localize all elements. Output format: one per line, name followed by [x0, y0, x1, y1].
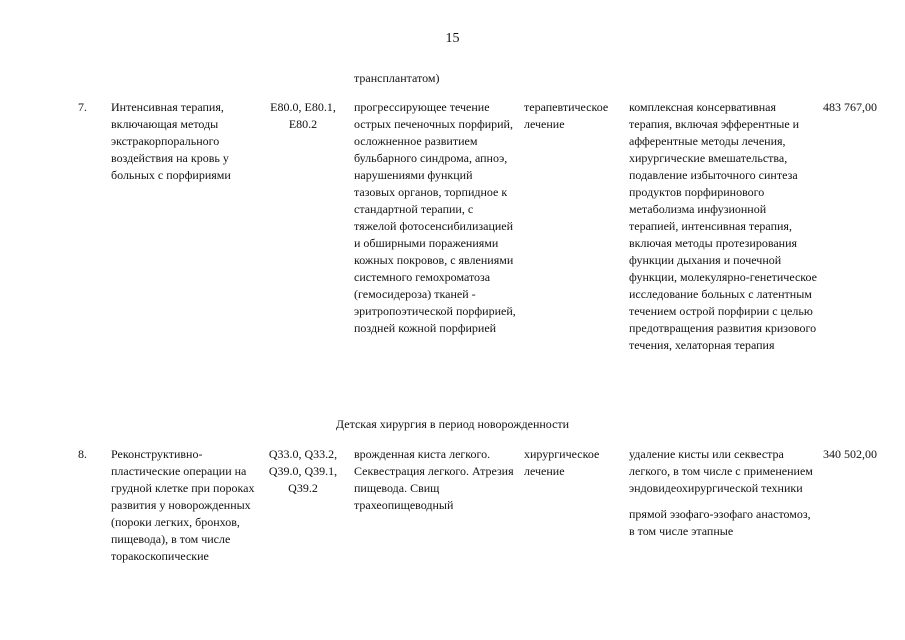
financial-norm: 340 502,00 [823, 447, 877, 461]
row-number: 8. [78, 447, 87, 461]
treatment-method [629, 99, 817, 354]
care-type-name: Интенсивная терапия, включающая методы экстракорпорального воздействия на кровь у больных с порфириями [111, 100, 231, 182]
treatment-type: терапевтическое лечение [524, 100, 609, 131]
patient-model: врожденная киста легкого. Секвестрация легкого. Атрезия пищевода. Свищ трахеопищеводный [354, 447, 514, 512]
icd-codes: Q33.0, Q33.2, Q39.0, Q39.1, Q39.2 [268, 447, 338, 495]
treatment-type: хирургическое лечение [524, 447, 600, 478]
patient-model: прогрессирующее течение острых печеночных порфирий, осложненное развитием бульбарного синдрома, апноэ, нарушениями функций тазовых органов, торпидное к стандартной терапии, с тяжелой фотосенсибилизацией и обширными поражениями кожных покровов, с явлениями системного гемохроматоза (гемосидероза) тканей - эритропоэтической порфирией, поздней кожной порфирией [354, 100, 516, 335]
financial-norm: 483 767,00 [823, 100, 877, 114]
treatment-method-text: удаление кисты или секвестра легкого, в том числе с применением эндовидеохирургической техники [629, 447, 813, 495]
continuation-text: трансплантатом) [354, 71, 440, 85]
icd-codes: E80.0, E80.1, E80.2 [270, 100, 336, 131]
row-number: 7. [78, 100, 87, 114]
treatment-method-text: комплексная консервативная терапия, включая эфферентные и афферентные методы лечения, хирургические вмешательства, подавление избыточного синтеза продуктов порфиринового метаболизма инфузионной терапией, интенсивная терапия, включая методы протезирования функции дыхания и почечной функции, молекулярно-генетическое исследование больных с латентным течением острой порфирии с целью предотвращения развития кризового течения, хелаторная терапия [629, 100, 817, 352]
section-heading: Детская хирургия в период новорожденности [335, 417, 570, 431]
care-type-name: Реконструктивно-пластические операции на грудной клетке при пороках развития у новорожденных (пороки легких, бронхов, пищевода), в том числе торакоскопические [111, 447, 255, 563]
treatment-method [629, 446, 817, 540]
page-number: 15 [445, 31, 460, 46]
treatment-method-text: прямой эзофаго-эзофаго анастомоз, в том числе этапные [629, 507, 811, 538]
